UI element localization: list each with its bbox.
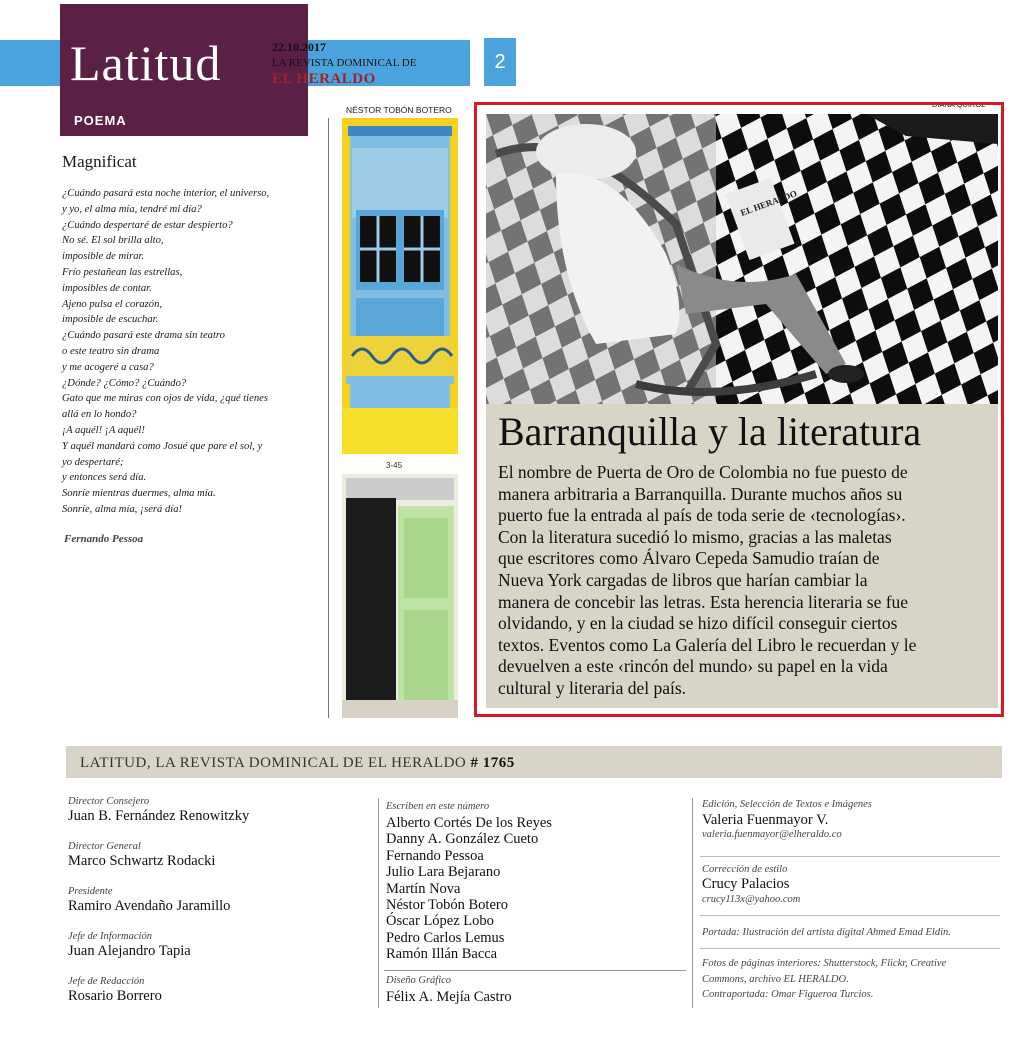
staff-entry: [68, 931, 368, 976]
photo-note-line: Fotos de páginas interiores: Shutterstock, Flickr, Creative: [702, 958, 947, 969]
staff-entry: [68, 886, 368, 931]
poem-line: ¿Dónde? ¿Cómo? ¿Cuándo?: [62, 377, 187, 389]
poem-line: Gato que me miras con ojos de vida, ¿qué tienes: [62, 393, 268, 405]
staff-name: Ramiro Avendaño Jaramillo: [68, 898, 231, 914]
photo-credit-left: NÉSTOR TOBÓN BOTERO: [346, 105, 452, 115]
contributor-name: Fernando Pessoa: [386, 847, 484, 864]
poem-author: Fernando Pessoa: [64, 533, 144, 545]
poem-line: Y aquél mandará como Josué que pare el sol, y: [62, 440, 263, 452]
poem-line: allá en lo hondo?: [62, 409, 137, 421]
poem-line: y me acogeré a casa?: [62, 361, 154, 373]
contributor-name: Ramón Illán Bacca: [386, 946, 498, 963]
editing-name: Valeria Fuenmayor V.: [702, 812, 829, 828]
poem-line: ¿Cuándo despertaré de estar despierto?: [62, 219, 233, 231]
contributor-name: Pedro Carlos Lemus: [386, 929, 505, 946]
masthead-title-text: LATITUD, LA REVISTA DOMINICAL DE EL HERALDO: [80, 755, 467, 771]
brand-logo: Latitud: [70, 35, 222, 91]
poem-line: ¿Cuándo pasará esta noche interior, el universo,: [62, 188, 270, 199]
contributor-name: Néstor Tobón Botero: [386, 897, 508, 914]
poem-line: Frío pestañean las estrellas,: [62, 266, 183, 278]
contributors-rule: [384, 970, 686, 971]
editing-email: valeria.fuenmayor@elheraldo.co: [702, 829, 842, 840]
article-line: Con la literatura sucedió lo mismo, gracias a las maletas: [498, 526, 892, 547]
staff-role: Director General: [68, 841, 141, 852]
paper-name: EL HERALDO: [272, 71, 376, 87]
staff-name: Juan Alejandro Tapia: [68, 943, 191, 959]
poem-line: ¿Cuándo pasará este drama sin teatro: [62, 330, 225, 342]
poem-line: Ajeno pulsa el corazón,: [62, 298, 163, 310]
cover-rule: [700, 948, 1000, 949]
masthead-divider-2: [692, 798, 693, 1008]
section-label: POEMA: [74, 113, 127, 128]
article-line: manera arbitraria a Barranquilla. Durante muchos años su: [498, 483, 903, 504]
style-name: Crucy Palacios: [702, 876, 790, 892]
article-line: manera de concebir las letras. Esta herencia literaria se fue: [498, 591, 909, 612]
issue-date: 22.10.2017: [272, 40, 326, 54]
contributors-role: Escriben en este número: [386, 801, 490, 812]
article-line: El nombre de Puerta de Oro de Colombia no fue puesto de: [498, 462, 908, 482]
building-photo: [342, 118, 458, 718]
design-role: Diseño Gráfico: [386, 975, 452, 986]
poem-line: y entonces será día.: [62, 472, 147, 484]
poem-line: No sé. El sol brilla alto,: [62, 235, 164, 247]
staff-role: Jefe de Información: [68, 931, 152, 942]
contributors-list: [386, 815, 552, 963]
highlight-frame: [474, 102, 1004, 717]
staff-entry: [68, 976, 368, 1021]
masthead-title: [80, 755, 515, 772]
article-line: devuelven a este ‹rincón del mundo› su papel en la vida: [498, 656, 888, 677]
staff-name: Rosario Borrero: [68, 988, 162, 1004]
photo-note-line: Commons, archivo EL HERALDO.: [702, 973, 849, 985]
poem-line: imposibles de contar.: [62, 282, 152, 294]
photo-notes: [702, 956, 946, 1003]
page-number: 2: [484, 38, 516, 86]
article-line: textos. Eventos como La Galería del Libro le recuerdan y le: [498, 634, 917, 655]
staff-column: [68, 796, 368, 1021]
masthead-divider-1: [378, 798, 379, 1008]
article-line: olvidando, y en la ciudad se hizo difícil conseguir ciertos: [498, 613, 898, 634]
cover-note: Portada: Ilustración del artista digital Ahmed Emad Eldin.: [702, 927, 951, 938]
contributor-name: Martín Nova: [386, 880, 461, 897]
editing-rule: [700, 856, 1000, 857]
staff-name: Juan B. Fernández Renowitzky: [68, 808, 250, 824]
article-line: Nueva York cargadas de libros que harían cambiar la: [498, 569, 868, 590]
style-email: crucy113x@yahoo.com: [702, 894, 801, 905]
poem-line: ¡A aquél! ¡A aquél!: [62, 424, 145, 436]
contributor-name: Alberto Cortés De los Reyes: [386, 815, 552, 831]
poem-line: o este teatro sin drama: [62, 345, 160, 357]
style-role: Corrección de estilo: [702, 864, 788, 875]
staff-entry: [68, 796, 368, 841]
poem-title: Magnificat: [62, 152, 137, 171]
design-name: Félix A. Mejía Castro: [386, 989, 512, 1005]
article-line: cultural y literaria del país.: [498, 677, 687, 698]
article-line: puerto fue la entrada al país de toda serie de ‹tecnologías›.: [498, 505, 906, 526]
poem-line: imposible de mirar.: [62, 251, 145, 263]
column-divider: [328, 118, 329, 718]
article-title: Barranquilla y la literatura: [498, 409, 922, 454]
poem-line: y yo, el alma mía, tendré mi día?: [62, 203, 202, 215]
contributor-name: Julio Lara Bejarano: [386, 864, 501, 881]
house-number: 3-45: [386, 461, 403, 470]
issue-number: # 1765: [470, 755, 515, 771]
photo-note-line: Contraportada: Omar Figueroa Turcios.: [702, 989, 874, 1000]
poem-line: Sonríe mientras duermes, alma mía.: [62, 488, 216, 500]
staff-role: Presidente: [68, 886, 113, 897]
contributor-name: Danny A. González Cueto: [386, 831, 539, 848]
staff-role: Director Consejero: [68, 796, 150, 807]
magazine-line: LA REVISTA DOMINICAL DE: [272, 57, 417, 69]
staff-entry: [68, 841, 368, 886]
style-rule: [700, 915, 1000, 916]
staff-name: Marco Schwartz Rodacki: [68, 853, 216, 869]
poem-line: yo despertaré;: [62, 456, 124, 468]
poem-line: imposible de escuchar.: [62, 314, 159, 326]
staff-role: Jefe de Redacción: [68, 976, 145, 987]
contributor-name: Óscar López Lobo: [386, 913, 494, 930]
article-line: que escritores como Álvaro Cepeda Samudio traían de: [498, 548, 880, 569]
newspaper-prop-label: EL HERALDO: [739, 188, 799, 218]
photo-credit-right: DIANA QUIROZ: [932, 100, 986, 109]
editing-role: Edición, Selección de Textos e Imágenes: [702, 799, 872, 810]
poem-body: [62, 186, 322, 518]
poem-line: Sonríe, alma mía, ¡será día!: [62, 503, 183, 515]
